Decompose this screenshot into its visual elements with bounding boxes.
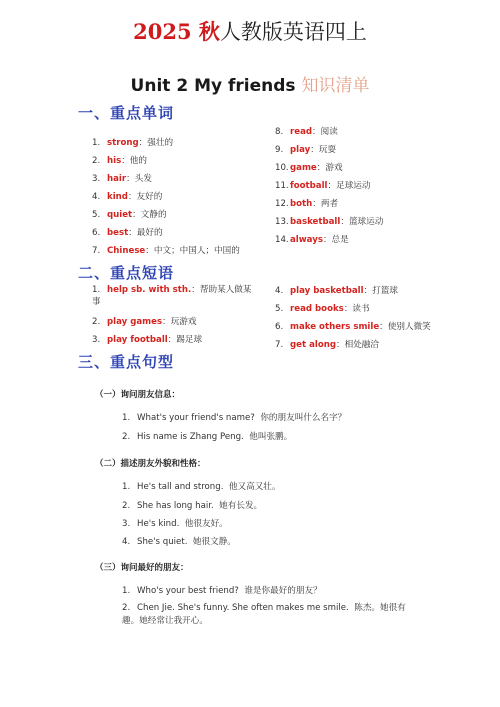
section-words-heading: 一、重点单词 — [78, 104, 175, 122]
sentence-item: 1. What's your friend's name? 你的朋友叫什么名字？ — [122, 413, 347, 423]
phrase-item: 2. play games：玩游戏 — [92, 317, 197, 327]
vocab-item: 8. read：阅读 — [275, 127, 338, 137]
vocab-item: 7. Chinese：中文；中国人；中国的 — [92, 246, 240, 256]
sentence-item: 2. His name is Zhang Peng. 他叫张鹏。 — [122, 432, 293, 442]
phrase-item: 1. help sb. with sth.：帮助某人做某事 — [92, 285, 252, 307]
unit-name: Unit 2 My friends — [130, 76, 296, 96]
vocab-item: 11.football：足球运动 — [275, 181, 371, 191]
vocab-item: 10.game：游戏 — [275, 163, 343, 173]
vocab-item: 3. hair：头发 — [92, 174, 152, 184]
sentence-group-title: （一）询问朋友信息： — [95, 390, 181, 400]
unit-keyword: 知识清单 — [301, 76, 370, 96]
phrase-item: 7. get along：相处融洽 — [275, 340, 379, 350]
phrase-item: 4. play basketball：打篮球 — [275, 286, 398, 296]
vocab-item: 2. his：他的 — [92, 156, 147, 166]
sentence-group-title: （三）询问最好的朋友： — [95, 563, 189, 573]
section-sentences-heading: 三、重点句型 — [78, 353, 175, 371]
vocab-item: 6. best：最好的 — [92, 228, 163, 238]
section-phrases-heading: 二、重点短语 — [78, 264, 175, 282]
phrase-item: 3. play football：踢足球 — [92, 335, 203, 345]
sentence-item: 3. He's kind. 他很友好。 — [122, 519, 228, 529]
header-year-season: 2025 秋 — [133, 19, 220, 44]
header-title: 人教版英语四上 — [219, 20, 367, 44]
vocab-item: 5. quiet：文静的 — [92, 210, 167, 220]
sentence-item: 4. She's quiet. 她很文静。 — [122, 537, 236, 547]
unit-title — [0, 71, 500, 96]
phrase-item: 5. read books：读书 — [275, 304, 370, 314]
sentence-item: 1. Who's your best friend? 谁是你最好的朋友？ — [122, 586, 322, 596]
vocab-item: 4. kind：友好的 — [92, 192, 163, 202]
sentence-item: 2. She has long hair. 她有长发。 — [122, 501, 263, 511]
vocab-item: 13.basketball：篮球运动 — [275, 217, 384, 227]
sentence-item: 1. He's tall and strong. 他又高又壮。 — [122, 482, 281, 492]
doc-header — [0, 16, 500, 46]
vocab-item: 9. play：玩耍 — [275, 145, 337, 155]
phrase-item: 6. make others smile：使别人微笑 — [275, 322, 431, 332]
vocab-item: 1. strong：强壮的 — [92, 138, 174, 148]
vocab-item: 12.both：两者 — [275, 199, 339, 209]
vocab-item: 14.always：总是 — [275, 235, 349, 245]
sentence-group-title: （二）描述朋友外貌和性格： — [95, 459, 206, 469]
sentence-item: 2. Chen Jie. She's funny. She often makes me smile. 陈杰。她很有趣。她经常让我开心。 — [122, 603, 406, 626]
